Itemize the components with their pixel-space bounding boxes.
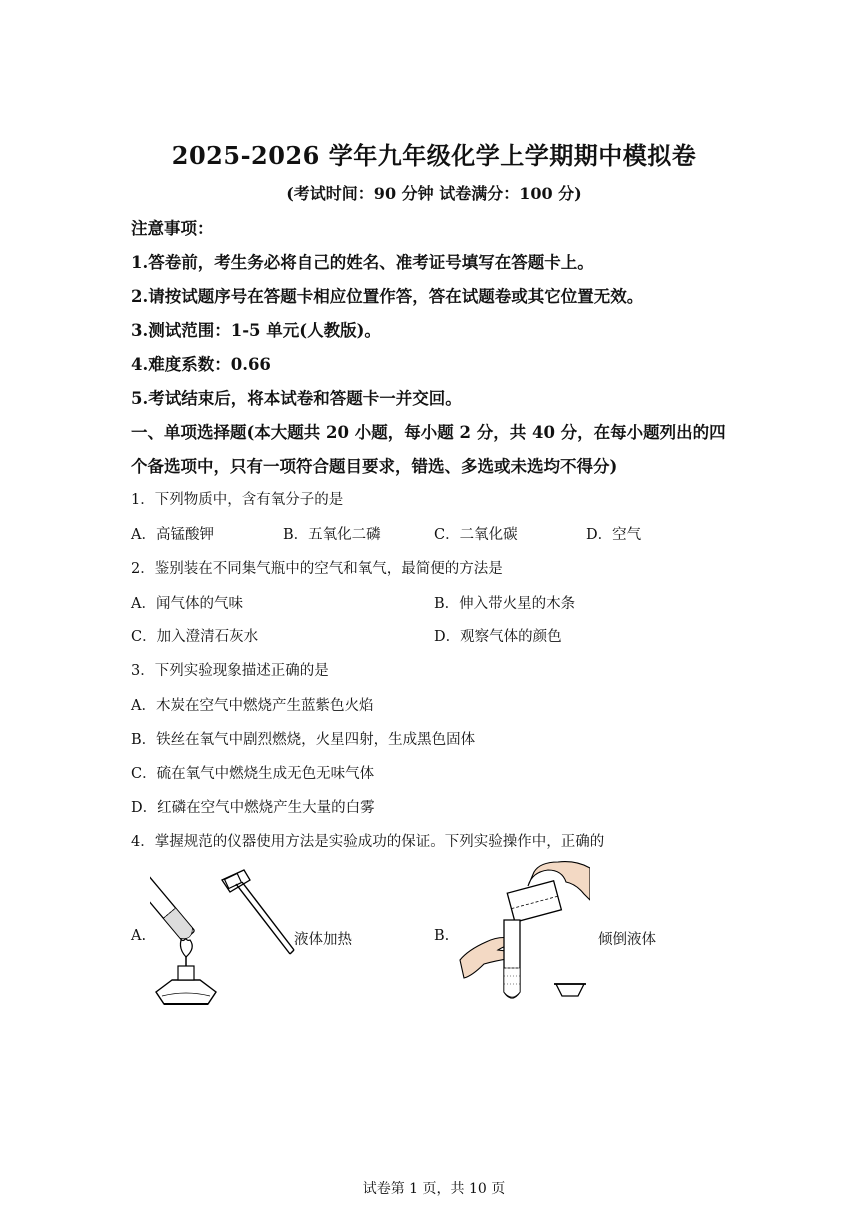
option-a-caption: 液体加热 (294, 932, 352, 948)
section-heading-cont: 个备选项中，只有一项符合题目要求，错选、多选或未选均不得分) (131, 457, 618, 476)
option-c: C．二氧化碳 (434, 527, 518, 543)
notice-item: 5.考试结束后，将本试卷和答题卡一并交回。 (131, 389, 462, 408)
option-a-letter: A. (131, 928, 147, 944)
option-b: B．伸入带火星的木条 (434, 596, 576, 612)
question-stem: 2．鉴别装在不同集气瓶中的空气和氧气，最简便的方法是 (131, 561, 503, 577)
option-c: C．加入澄清石灰水 (131, 629, 259, 645)
question-stem: 4．掌握规范的仪器使用方法是实验成功的保证。下列实验操作中，正确的 (131, 834, 605, 850)
option-a: A．高锰酸钾 (131, 527, 214, 543)
question-stem: 3．下列实验现象描述正确的是 (131, 663, 329, 679)
page-footer: 试卷第 1 页，共 10 页 (362, 1181, 506, 1197)
notice-heading: 注意事项： (131, 219, 214, 238)
option-a: A．木炭在空气中燃烧产生蓝紫色火焰 (131, 698, 374, 714)
page-subtitle: (考试时间：90 分钟 试卷满分：100 分) (286, 184, 582, 203)
page-title: 2025-2026 学年九年级化学上学期期中模拟卷 (171, 141, 697, 170)
option-d: D．空气 (586, 527, 642, 543)
question-stem: 1．下列物质中，含有氧分子的是 (131, 492, 344, 508)
notice-item: 2.请按试题序号在答题卡相应位置作答，答在试题卷或其它位置无效。 (131, 287, 644, 306)
pouring-liquid-illustration (458, 860, 590, 1008)
liquid-heating-illustration (150, 862, 300, 1007)
option-a: A．闻气体的气味 (131, 596, 243, 612)
option-b: B．铁丝在氧气中剧烈燃烧，火星四射，生成黑色固体 (131, 732, 476, 748)
option-d: D．红磷在空气中燃烧产生大量的白雾 (131, 800, 375, 816)
option-c: C．硫在氧气中燃烧生成无色无味气体 (131, 766, 375, 782)
option-b-letter: B. (434, 928, 450, 944)
notice-item: 4.难度系数：0.66 (131, 355, 271, 374)
option-d: D．观察气体的颜色 (434, 629, 562, 645)
option-b-caption: 倾倒液体 (598, 932, 656, 948)
notice-item: 3.测试范围：1-5 单元(人教版)。 (131, 321, 381, 340)
option-b: B．五氧化二磷 (283, 527, 381, 543)
section-heading: 一、单项选择题(本大题共 20 小题，每小题 2 分，共 40 分，在每小题列出的四 (131, 423, 726, 442)
notice-item: 1.答卷前，考生务必将自己的姓名、准考证号填写在答题卡上。 (131, 253, 594, 272)
